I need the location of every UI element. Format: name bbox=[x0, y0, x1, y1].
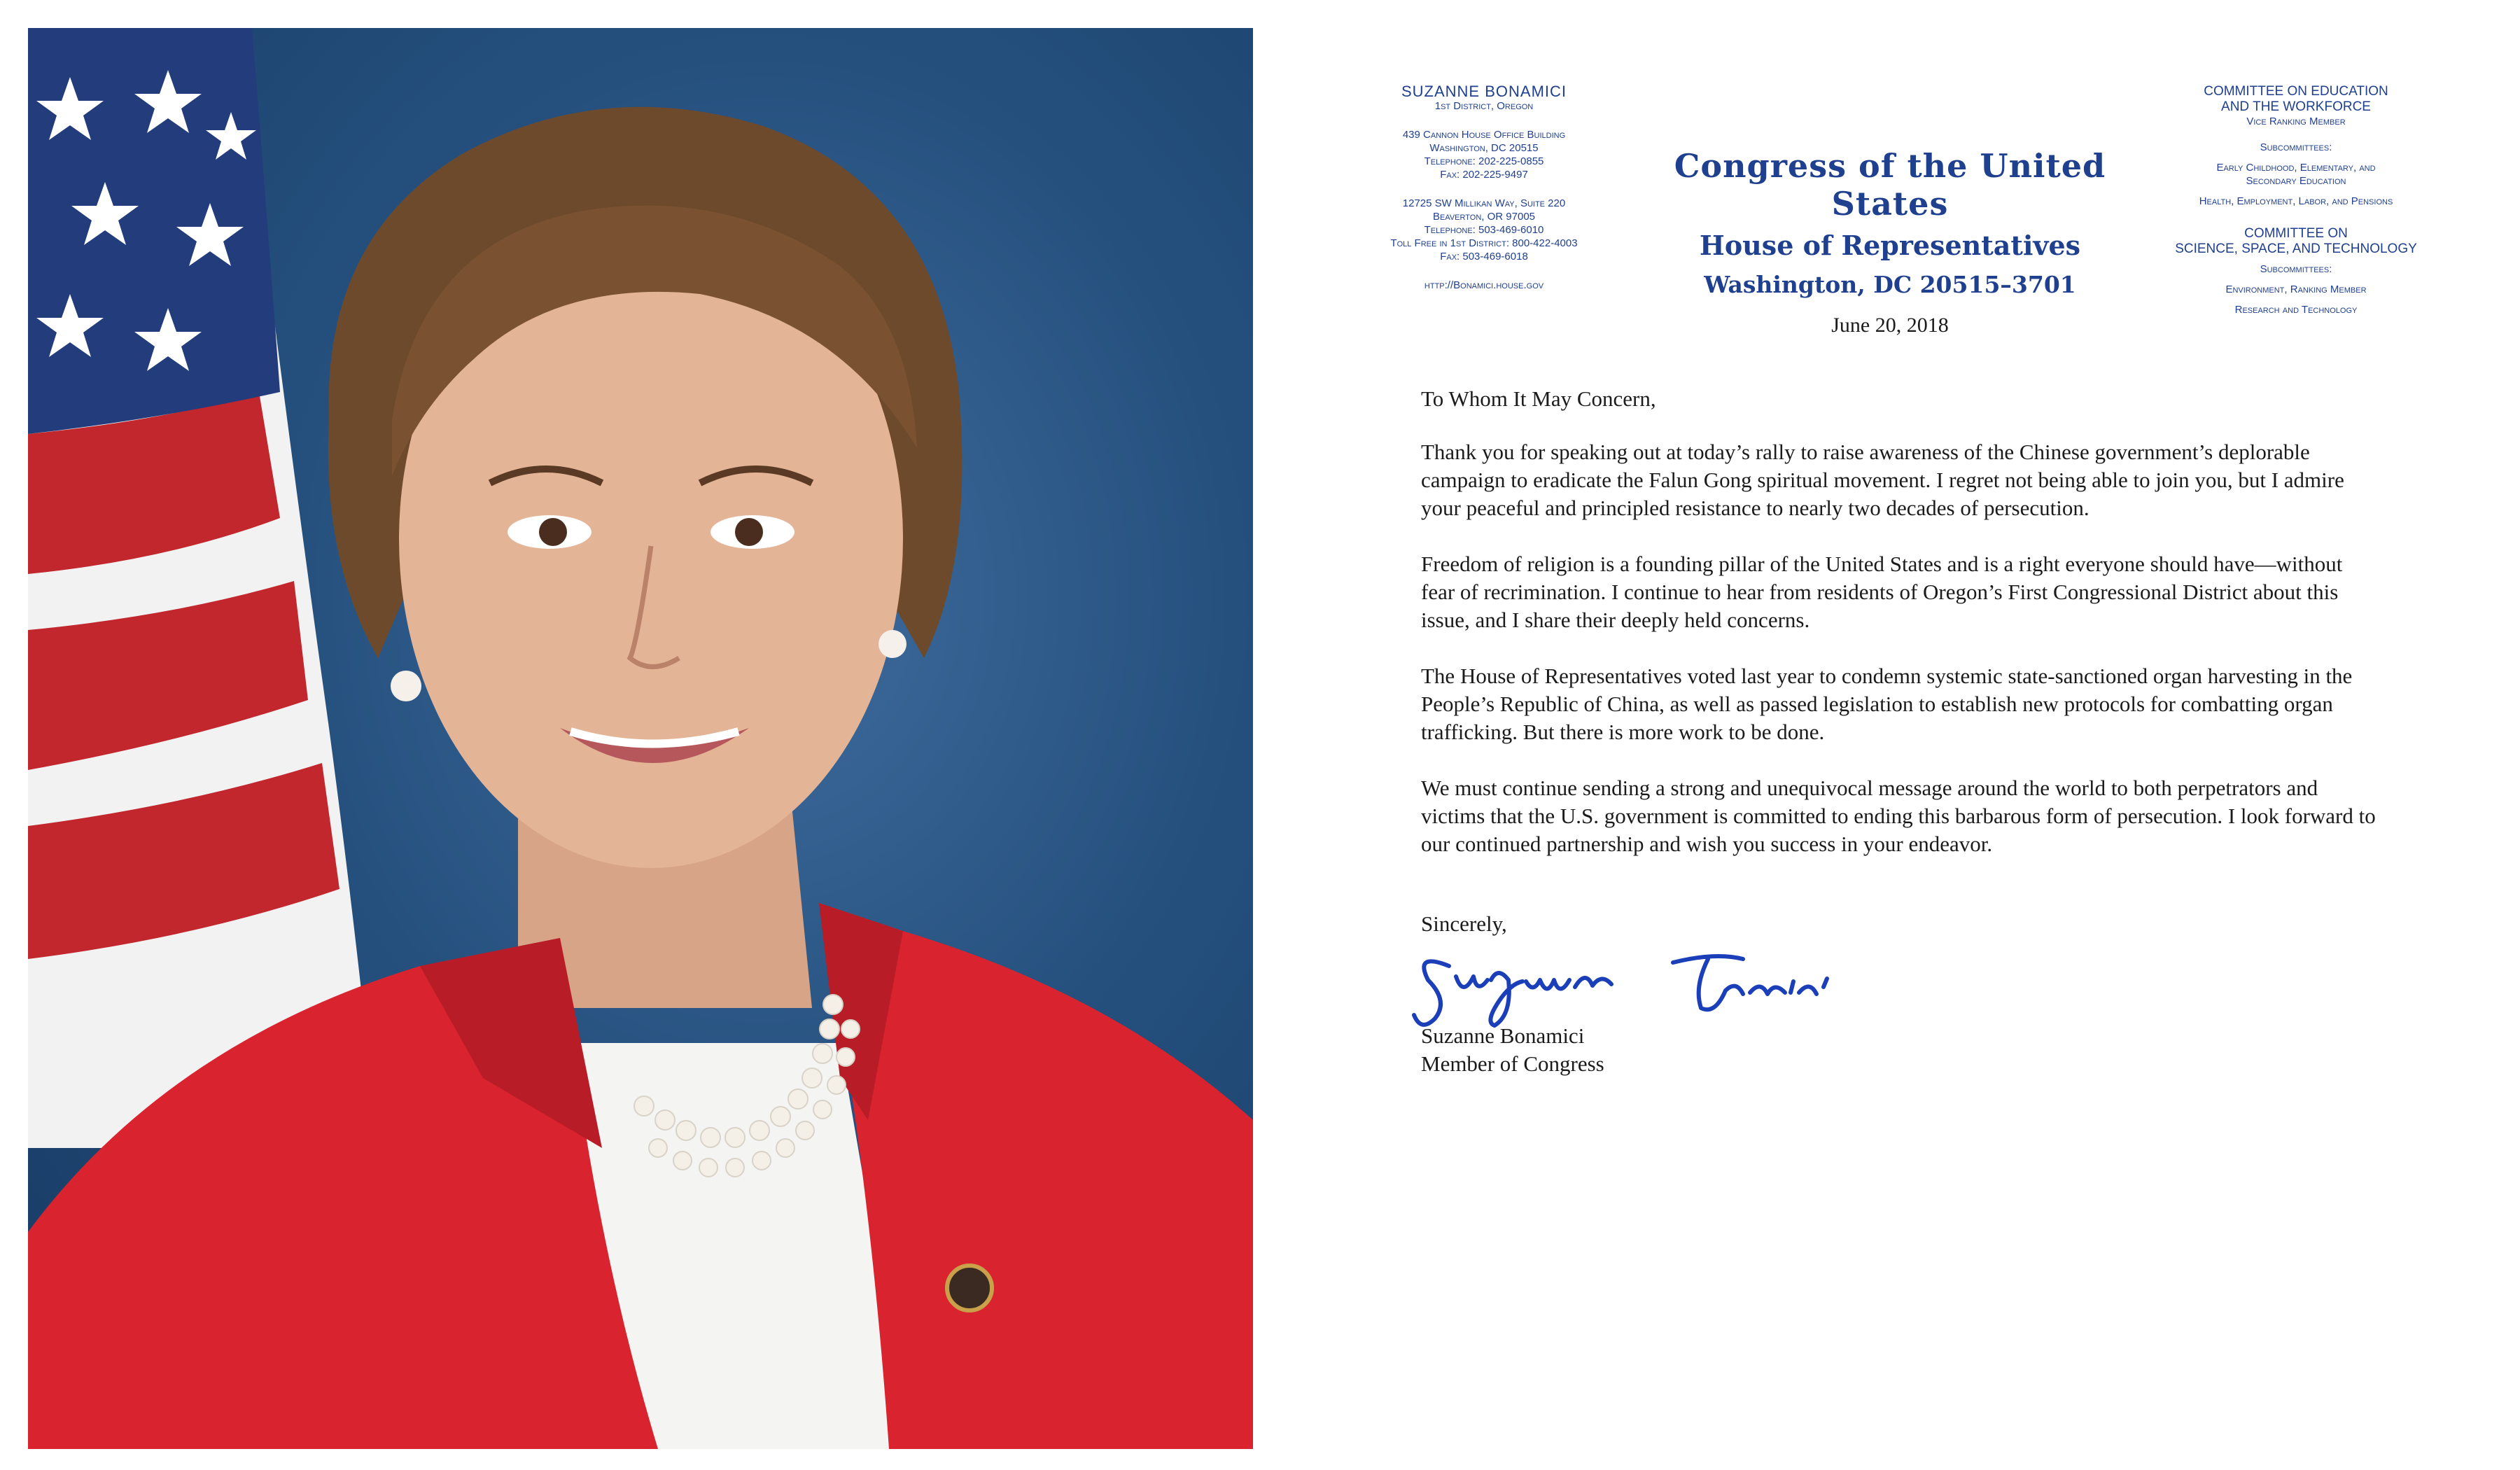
signature-block bbox=[1421, 1022, 1604, 1078]
handwritten-signature bbox=[1407, 938, 1911, 1036]
letterhead-right bbox=[2149, 84, 2443, 316]
letter-date: June 20, 2018 bbox=[1831, 314, 1949, 337]
pearl-earring-right bbox=[878, 630, 906, 658]
washington-address: Washington, DC 20515–3701 bbox=[1704, 271, 2076, 298]
district-label: 1st District, Oregon bbox=[1434, 100, 1534, 112]
paragraph-4: We must continue sending a strong and unequivocal message around the world to both perpetrators and victims that the U.S. government is committed to ending this barbarous form of persecution. I look forward to our continued partnership and wish you success in your endeavor. bbox=[1421, 776, 2376, 856]
pearl-earring-left bbox=[391, 671, 421, 701]
district-office-address: 12725 SW Millikan Way, Suite 220 Beaverton, OR 97005 Telephone: 503-469-6010 Toll Free in 1st District: 800-422-4003 Fax: 503-469-6018 bbox=[1390, 197, 1578, 262]
member-name: SUZANNE BONAMICI bbox=[1401, 83, 1567, 100]
paragraph-3: The House of Representatives voted last year to condemn systemic state-sanctioned organ harvesting in the People’s Republic of China, as well as passed legislation to establish new protocols for combatting organ trafficking. But there is more work to be done. bbox=[1421, 664, 2353, 744]
committee-science: COMMITTEE ON SCIENCE, SPACE, AND TECHNOLOGY bbox=[2175, 226, 2417, 256]
paragraph-2: Freedom of religion is a founding pillar of the United States and is a right everyone should have—without fear of recrimination. I continue to hear from residents of Oregon’s First Congressional District about this issue, and I share their deeply held concerns. bbox=[1421, 552, 2343, 632]
letter-page bbox=[1260, 28, 2513, 1449]
congress-title: Congress of the United States bbox=[1674, 147, 2106, 223]
portrait-illustration bbox=[28, 28, 1253, 1449]
house-subtitle: House of Representatives bbox=[1699, 230, 2081, 261]
dc-office-address: 439 Cannon House Office Building Washington, DC 20515 Telephone: 202-225-0855 Fax: 202-225-9497 bbox=[1402, 129, 1566, 181]
subcommittee-list: Early Childhood, Elementary, and Secondary Education Health, Employment, Labor, and Pensions bbox=[2199, 162, 2393, 207]
salutation: To Whom It May Concern, bbox=[1421, 386, 1656, 411]
paragraph-1: Thank you for speaking out at today’s rally to raise awareness of the Chinese government’s deplorable campaign to eradicate the Falun Gong spiritual movement. I regret not being able to join you, but I admire your peaceful and principled resistance to nearly two decades of persecution. bbox=[1421, 440, 2344, 520]
website-address: http://Bonamici.house.gov bbox=[1424, 279, 1544, 291]
letterhead-center bbox=[1638, 147, 2142, 337]
subcommittee-list-2: Environment, Ranking Member Research and Technology bbox=[2225, 284, 2367, 316]
american-flag bbox=[28, 28, 378, 1148]
congressional-lapel-pin bbox=[947, 1266, 992, 1310]
letter-body bbox=[1421, 385, 2380, 886]
committee-education: COMMITTEE ON EDUCATION AND THE WORKFORCE Vice Ranking Member bbox=[2204, 84, 2388, 127]
letterhead-left bbox=[1351, 84, 1617, 292]
closing: Sincerely, bbox=[1421, 911, 1507, 936]
subcommittees-label: Subcommittees: bbox=[2260, 141, 2332, 153]
signer-name: Suzanne Bonamici bbox=[1421, 1023, 1585, 1048]
portrait-photo bbox=[28, 28, 1253, 1449]
signer-title: Member of Congress bbox=[1421, 1051, 1604, 1076]
subcommittees-label-2: Subcommittees: bbox=[2260, 263, 2332, 275]
